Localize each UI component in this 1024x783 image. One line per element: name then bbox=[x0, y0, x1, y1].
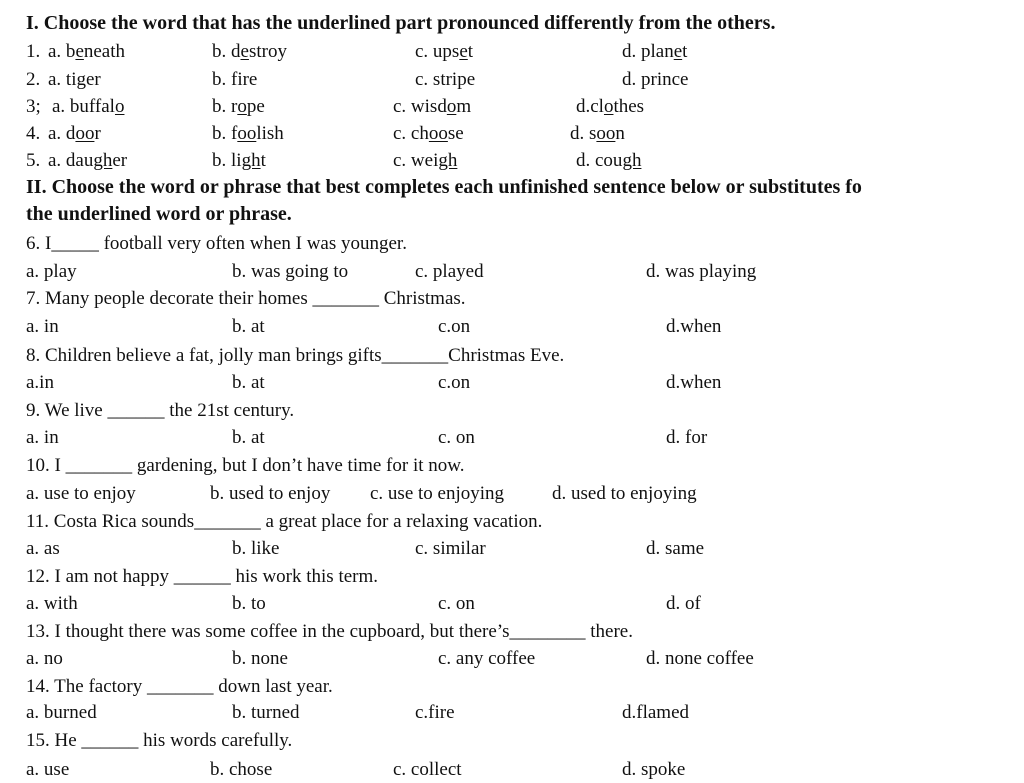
answer-option: d. same bbox=[646, 538, 705, 559]
sentence-start: 6. I bbox=[26, 233, 52, 254]
sentence-start: 12. I am not happy bbox=[26, 566, 174, 587]
sentence-text bbox=[26, 673, 333, 700]
sentence-text bbox=[26, 618, 633, 645]
answer-option bbox=[393, 147, 457, 174]
sentence-start: 11. Costa Rica sounds bbox=[26, 511, 195, 532]
question-sentence bbox=[0, 618, 1024, 645]
sentence-start: 14. The factory bbox=[26, 676, 147, 697]
question-number: 2. bbox=[26, 69, 41, 90]
answer-option: b. none bbox=[232, 648, 288, 669]
sentence-end: Christmas Eve. bbox=[448, 345, 565, 366]
option-text: c. stripe bbox=[415, 69, 476, 90]
answer-option: b. at bbox=[232, 316, 265, 337]
question-sentence bbox=[0, 285, 1024, 312]
answer-blank: _______ bbox=[147, 676, 214, 697]
answer-option: b. turned bbox=[232, 702, 300, 723]
answer-option bbox=[52, 93, 124, 120]
answer-blank: _______ bbox=[65, 455, 133, 476]
answer-options-row bbox=[0, 590, 1024, 617]
question-number: 1. bbox=[26, 41, 41, 62]
answer-option: c.fire bbox=[415, 702, 455, 723]
underlined-part: oo bbox=[596, 123, 616, 144]
section2-heading-line2: the underlined word or phrase. bbox=[26, 203, 292, 225]
sentence-end: down last year. bbox=[213, 676, 333, 697]
underlined-part: o bbox=[603, 96, 614, 117]
answer-option bbox=[48, 38, 125, 65]
answer-option: c. collect bbox=[393, 759, 462, 780]
question-sentence bbox=[0, 452, 1024, 479]
sentence-end: Christmas. bbox=[378, 288, 466, 309]
sentence-start: 13. I thought there was some coffee in the cupboard, but there’s bbox=[26, 621, 510, 642]
option-text: b. r bbox=[212, 96, 238, 117]
answer-option: c. on bbox=[438, 427, 475, 448]
sentence-text bbox=[26, 508, 542, 535]
question-sentence bbox=[0, 673, 1024, 700]
answer-blank: _______ bbox=[194, 511, 261, 532]
option-text: neath bbox=[83, 41, 126, 62]
underlined-part: o bbox=[446, 96, 457, 117]
option-text: n bbox=[615, 123, 625, 144]
answer-option bbox=[576, 93, 644, 120]
pronunciation-question bbox=[0, 120, 1024, 147]
answer-option: a. play bbox=[26, 261, 77, 282]
answer-option: a. as bbox=[26, 538, 60, 559]
underlined-part: oo bbox=[428, 123, 448, 144]
option-text: se bbox=[447, 123, 464, 144]
sentence-text bbox=[26, 452, 465, 479]
option-text: b. fire bbox=[212, 69, 258, 90]
option-text: thes bbox=[613, 96, 645, 117]
answer-options-row bbox=[0, 699, 1024, 726]
answer-options-row bbox=[0, 535, 1024, 562]
sentence-end: there. bbox=[585, 621, 633, 642]
answer-option: b. chose bbox=[210, 759, 273, 780]
answer-option: d. used to enjoying bbox=[552, 483, 697, 504]
answer-option bbox=[570, 120, 625, 147]
option-text: t bbox=[260, 150, 266, 171]
answer-options-row bbox=[0, 756, 1024, 783]
answer-options-row bbox=[0, 424, 1024, 451]
option-text: b. f bbox=[212, 123, 238, 144]
answer-options-row bbox=[0, 313, 1024, 340]
sentence-start: 7. Many people decorate their homes bbox=[26, 288, 313, 309]
sentence-end: the 21st century. bbox=[164, 400, 295, 421]
answer-option bbox=[212, 93, 265, 120]
option-text: t bbox=[682, 41, 688, 62]
answer-options-row bbox=[0, 645, 1024, 672]
option-text: c. ch bbox=[393, 123, 429, 144]
answer-option: c. similar bbox=[415, 538, 486, 559]
answer-blank: _____ bbox=[51, 233, 99, 254]
answer-option: b. used to enjoy bbox=[210, 483, 331, 504]
pronunciation-question bbox=[0, 38, 1024, 65]
underlined-part: o bbox=[114, 96, 125, 117]
underlined-part: gh bbox=[438, 150, 458, 171]
answer-option bbox=[212, 120, 284, 147]
answer-option bbox=[393, 120, 464, 147]
answer-options-row bbox=[0, 369, 1024, 396]
pronunciation-question bbox=[0, 66, 1024, 93]
answer-option: d.flamed bbox=[622, 702, 690, 723]
sentence-text bbox=[26, 230, 407, 257]
answer-option: a. in bbox=[26, 427, 59, 448]
option-text: b. li bbox=[212, 150, 242, 171]
option-text: d.cl bbox=[576, 96, 604, 117]
option-text: c. wisd bbox=[393, 96, 447, 117]
underlined-part: e bbox=[673, 41, 683, 62]
option-text: a. buffal bbox=[52, 96, 115, 117]
sentence-text bbox=[26, 727, 292, 754]
option-text: d. s bbox=[570, 123, 597, 144]
answer-option: d. none coffee bbox=[646, 648, 754, 669]
question-sentence bbox=[0, 508, 1024, 535]
question-number: 5. bbox=[26, 150, 41, 171]
underlined-part: gh bbox=[93, 150, 113, 171]
option-text: t bbox=[467, 41, 474, 62]
option-text: r bbox=[94, 123, 101, 144]
section1-heading: I. Choose the word that has the underlined part pronounced differently from the others. bbox=[26, 12, 776, 34]
answer-blank: ________ bbox=[509, 621, 586, 642]
answer-option bbox=[415, 66, 475, 93]
answer-blank: ______ bbox=[107, 400, 165, 421]
answer-option bbox=[48, 147, 127, 174]
answer-option bbox=[212, 38, 287, 65]
underlined-part: o bbox=[237, 96, 247, 117]
answer-option: d.when bbox=[666, 372, 722, 393]
option-text: pe bbox=[246, 96, 265, 117]
sentence-text bbox=[26, 397, 294, 424]
answer-option bbox=[576, 147, 641, 174]
answer-options-row bbox=[0, 480, 1024, 507]
answer-option: d. was playing bbox=[646, 261, 757, 282]
sentence-end: his words carefully. bbox=[138, 730, 293, 751]
answer-option bbox=[212, 66, 257, 93]
option-text: a. d bbox=[48, 123, 76, 144]
option-text: lish bbox=[256, 123, 284, 144]
answer-options-row bbox=[0, 258, 1024, 285]
answer-option: b. at bbox=[232, 372, 265, 393]
answer-option: a. use to enjoy bbox=[26, 483, 136, 504]
option-text: a. dau bbox=[48, 150, 94, 171]
question-number: 3; bbox=[26, 96, 41, 117]
underlined-part: e bbox=[75, 41, 84, 62]
answer-option: c. any coffee bbox=[438, 648, 536, 669]
underlined-part: e bbox=[240, 41, 249, 62]
option-text: c. ups bbox=[415, 41, 460, 62]
sentence-text bbox=[26, 342, 564, 369]
option-text: b. d bbox=[212, 41, 241, 62]
answer-blank: ______ bbox=[81, 730, 139, 751]
sentence-text bbox=[26, 285, 466, 312]
underlined-part: gh bbox=[241, 150, 261, 171]
answer-option: d. spoke bbox=[622, 759, 686, 780]
sentence-text bbox=[26, 563, 378, 590]
sentence-start: 10. I bbox=[26, 455, 66, 476]
option-text: d. plan bbox=[622, 41, 674, 62]
answer-option: c. played bbox=[415, 261, 484, 282]
answer-option bbox=[48, 120, 101, 147]
underlined-part: oo bbox=[75, 123, 95, 144]
option-text: d. cou bbox=[576, 150, 623, 171]
answer-blank: _______ bbox=[312, 288, 379, 309]
option-text: stroy bbox=[248, 41, 287, 62]
question-sentence bbox=[0, 727, 1024, 754]
sentence-start: 15. He bbox=[26, 730, 82, 751]
answer-option bbox=[212, 147, 266, 174]
answer-blank: _______ bbox=[381, 345, 449, 366]
question-sentence bbox=[0, 230, 1024, 257]
sentence-end: gardening, but I don’t have time for it now. bbox=[132, 455, 465, 476]
answer-option: b. at bbox=[232, 427, 265, 448]
answer-option: a. no bbox=[26, 648, 63, 669]
option-text: er bbox=[112, 150, 128, 171]
answer-option: a. with bbox=[26, 593, 78, 614]
question-sentence bbox=[0, 397, 1024, 424]
answer-option bbox=[48, 66, 101, 93]
answer-option bbox=[393, 93, 471, 120]
option-text: c. wei bbox=[393, 150, 439, 171]
answer-blank: ______ bbox=[173, 566, 231, 587]
section2-heading-line1: II. Choose the word or phrase that best completes each unfinished sentence below or substitutes fo bbox=[26, 176, 862, 198]
sentence-end: a great place for a relaxing vacation. bbox=[260, 511, 543, 532]
answer-option: b. like bbox=[232, 538, 280, 559]
option-text: m bbox=[456, 96, 472, 117]
underlined-part: e bbox=[459, 41, 468, 62]
question-sentence bbox=[0, 563, 1024, 590]
sentence-end: his work this term. bbox=[230, 566, 379, 587]
question-sentence bbox=[0, 342, 1024, 369]
answer-option: b. to bbox=[232, 593, 266, 614]
sentence-end: football very often when I was younger. bbox=[98, 233, 407, 254]
pronunciation-question bbox=[0, 147, 1024, 174]
answer-option: a. burned bbox=[26, 702, 97, 723]
option-text: d. prince bbox=[622, 69, 689, 90]
underlined-part: oo bbox=[237, 123, 257, 144]
question-number: 4. bbox=[26, 123, 41, 144]
answer-option bbox=[622, 66, 688, 93]
answer-option bbox=[622, 38, 687, 65]
answer-option: b. was going to bbox=[232, 261, 349, 282]
answer-option: a. in bbox=[26, 316, 59, 337]
answer-option: d. of bbox=[666, 593, 701, 614]
answer-option: d. for bbox=[666, 427, 708, 448]
sentence-start: 8. Children believe a fat, jolly man brings gifts bbox=[26, 345, 382, 366]
answer-option: c. use to enjoying bbox=[370, 483, 505, 504]
answer-option: a.in bbox=[26, 372, 54, 393]
answer-option: c.on bbox=[438, 316, 471, 337]
answer-option: c. on bbox=[438, 593, 475, 614]
pronunciation-question bbox=[0, 93, 1024, 120]
answer-option: d.when bbox=[666, 316, 722, 337]
underlined-part: gh bbox=[622, 150, 642, 171]
answer-option: c.on bbox=[438, 372, 471, 393]
answer-option bbox=[415, 38, 473, 65]
sentence-start: 9. We live bbox=[26, 400, 108, 421]
option-text: a. tiger bbox=[48, 69, 101, 90]
option-text: a. b bbox=[48, 41, 76, 62]
answer-option: a. use bbox=[26, 759, 70, 780]
